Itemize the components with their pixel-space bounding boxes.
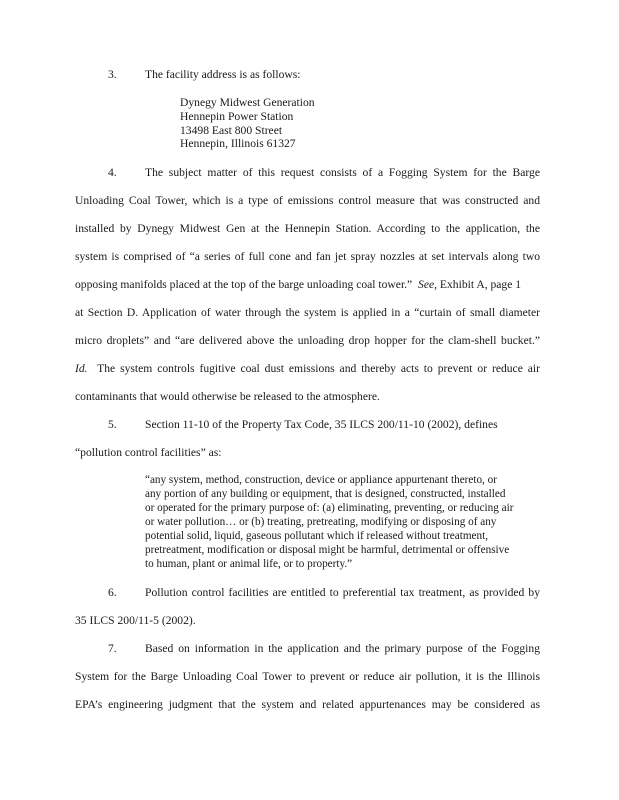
paragraph-4-line — [75, 362, 540, 376]
paragraph-3-text: The facility address is as follows: — [145, 68, 301, 81]
paragraph-5-line: “pollution control facilities” as: — [75, 446, 222, 459]
paragraph-4-line: installed by Dynegy Midwest Gen at the Hennepin Station. According to the application, the — [75, 222, 540, 235]
paragraph-4-line: Unloading Coal Tower, which is a type of emissions control measure that was constructed and — [75, 194, 540, 207]
paragraph-6-line: Pollution control facilities are entitled to preferential tax treatment, as provided by — [145, 586, 540, 599]
paragraph-4-line: The subject matter of this request consists of a Fogging System for the Barge — [145, 166, 540, 179]
paragraph-4-line: micro droplets” and “are delivered above the unloading drop hopper for the clam-shell bucket.” — [75, 334, 540, 347]
address-line: 13498 East 800 Street — [180, 124, 283, 137]
address-line: Dynegy Midwest Generation — [180, 96, 315, 109]
quote-line: or water pollution… or (b) treating, pretreating, modifying or disposing of any — [145, 516, 497, 528]
paragraph-4-line: system is comprised of “a series of full cone and fan jet spray nozzles at set intervals along two — [75, 250, 540, 263]
quote-line: any portion of any building or equipment, that is designed, constructed, installed — [145, 488, 506, 500]
paragraph-4-line-text: opposing manifolds placed at the top of the barge unloading coal tower.” — [75, 278, 413, 291]
paragraph-4-line — [75, 278, 521, 292]
paragraph-4-line: contaminants that would otherwise be released to the atmosphere. — [75, 390, 380, 403]
paragraph-4-line: at Section D. Application of water through the system is applied in a “curtain of small diameter — [75, 306, 540, 319]
quote-line: pretreatment, modification or disposal might be harmful, detrimental or offensive — [145, 544, 510, 556]
paragraph-5-line: Section 11-10 of the Property Tax Code, 35 ILCS 200/11-10 (2002), defines — [145, 418, 498, 431]
see-citation: See, — [418, 278, 438, 291]
exhibit-reference: Exhibit A, page 1 — [439, 278, 522, 291]
paragraph-5-number: 5. — [108, 418, 117, 431]
paragraph-7-number: 7. — [108, 642, 117, 655]
quote-line: or operated for the primary purpose of: (a) eliminating, preventing, or reducing air — [145, 502, 514, 514]
paragraph-3-number: 3. — [108, 68, 117, 81]
quote-line: “any system, method, construction, device or appliance appurtenant thereto, or — [145, 474, 497, 486]
address-line: Hennepin, Illinois 61327 — [180, 137, 296, 150]
quote-line: to human, plant or animal life, or to property.” — [145, 558, 353, 570]
paragraph-7-line: EPA’s engineering judgment that the system and related appurtenances may be considered as — [75, 698, 540, 711]
paragraph-4-number: 4. — [108, 166, 117, 179]
quote-line: potential solid, liquid, gaseous pollutant which if released without treatment, — [145, 530, 489, 542]
id-citation: Id. — [75, 362, 88, 375]
paragraph-6-line: 35 ILCS 200/11-5 (2002). — [75, 614, 196, 627]
paragraph-4-line-text: The system controls fugitive coal dust emissions and thereby acts to prevent or reduce air — [97, 362, 540, 375]
address-line: Hennepin Power Station — [180, 110, 294, 123]
paragraph-6-number: 6. — [108, 586, 117, 599]
paragraph-7-line: Based on information in the application and the primary purpose of the Fogging — [145, 642, 540, 655]
paragraph-7-line: System for the Barge Unloading Coal Tower to prevent or reduce air pollution, it is the Illinois — [75, 670, 540, 683]
